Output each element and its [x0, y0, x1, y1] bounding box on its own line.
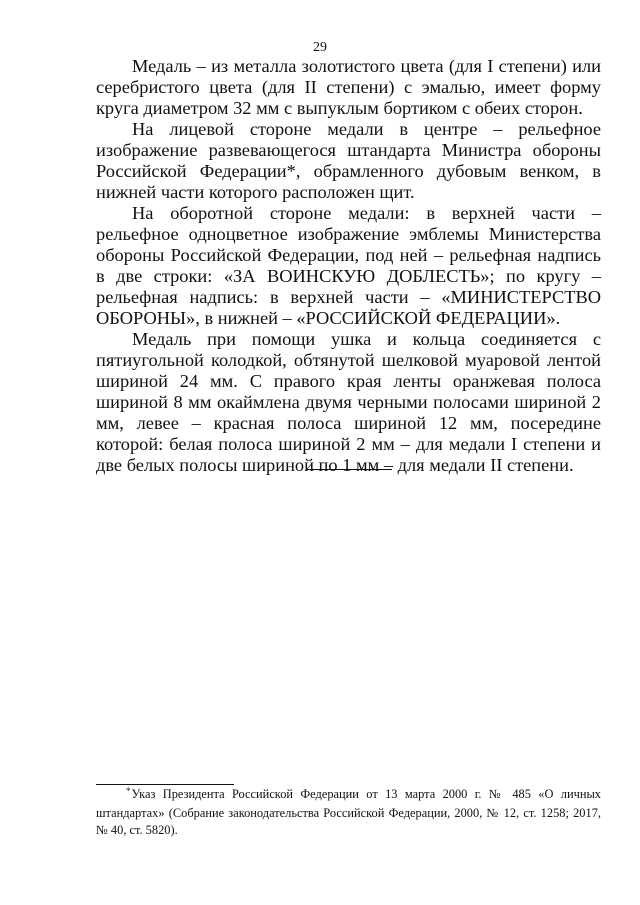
footnote-text: Указ Президента Российской Федерации от 13 марта 2000 г. № 485 «О личных штандартах» (Собрание законодательства Российской Федерации, 2000, № 12, ст. 1258; 2017, № 40, ст. 5820).: [96, 787, 601, 837]
footnote-marker: *: [126, 786, 131, 796]
closing-divider: [306, 469, 392, 470]
footnote: [96, 786, 601, 840]
document-body: [96, 56, 601, 476]
paragraph-medal-material: Медаль – из металла золотистого цвета (для I степени) или серебристого цвета (для II степени) с эмалью, имеет форму круга диаметром 32 мм с выпуклым бортиком с обеих сторон.: [96, 56, 601, 118]
paragraph-obverse-side: На лицевой стороне медали в центре – рельефное изображение развевающегося штандарта Министра обороны Российской Федерации*, обрамленного дубовым венком, в нижней части которого расположен щит.: [96, 119, 601, 202]
page-number: 29: [313, 40, 327, 55]
paragraph-ribbon-block: Медаль при помощи ушка и кольца соединяется с пятиугольной колодкой, обтянутой шелковой муаровой лентой шириной 24 мм. С правого края ленты оранжевая полоса шириной 8 мм окаймлена двумя черными полосами шириной 2 мм, левее – красная полоса шириной 12 мм, посередине которой: белая полоса шириной 2 мм – для медали I степени и две белых полосы шириной по 1 мм – для медали II степени.: [96, 329, 601, 475]
paragraph-reverse-side: На оборотной стороне медали: в верхней части – рельефное одноцветное изображение эмблемы Министерства обороны Российской Федерации, под ней – рельефная надпись в две строки: «ЗА ВОИНСКУЮ ДОБЛЕСТЬ»; по кругу – рельефная надпись: в верхней части – «МИНИСТЕРСТВО ОБОРОНЫ», в нижней – «РОССИЙСКОЙ ФЕДЕРАЦИИ».: [96, 203, 601, 328]
footnote-divider: [96, 784, 234, 785]
